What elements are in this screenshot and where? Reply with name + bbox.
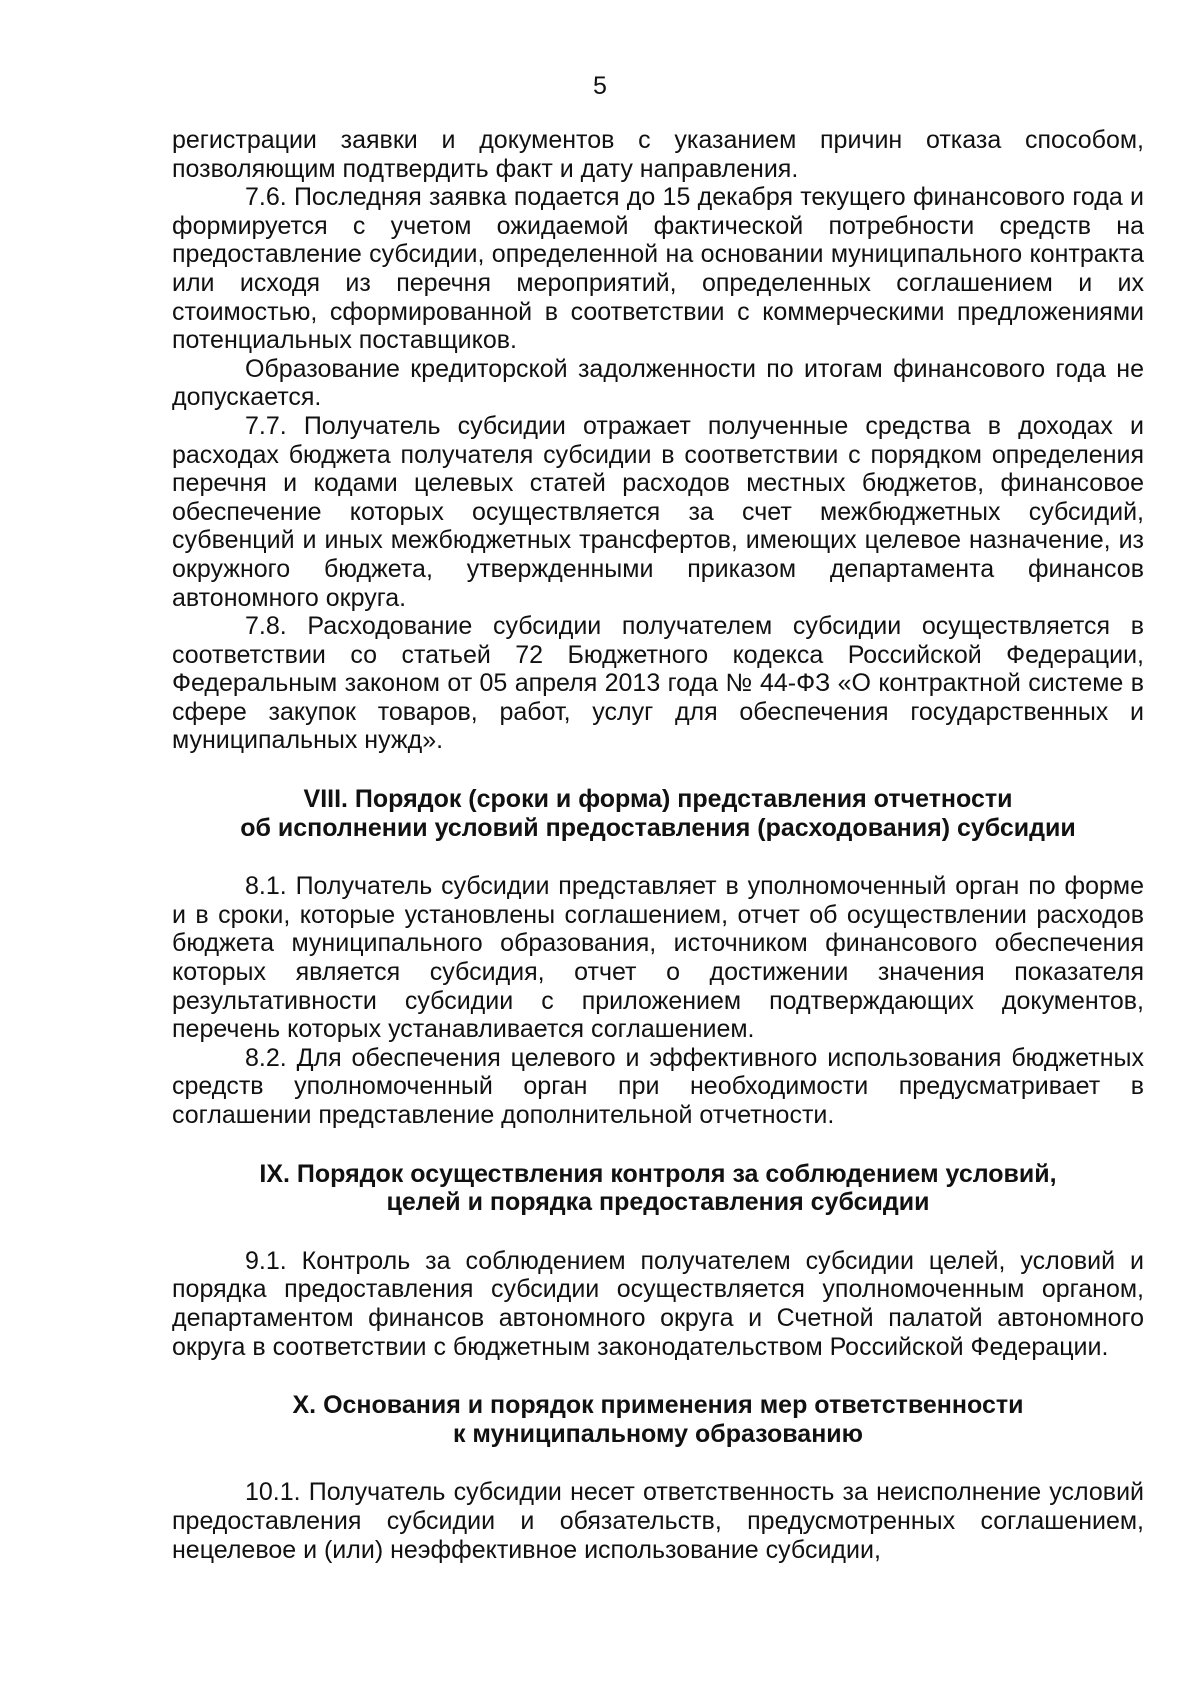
page-number: 5 <box>593 72 607 100</box>
paragraph-8-1: 8.1. Получатель субсидии представляет в уполномоченный орган по форме и в сроки, которые установлены соглашением, отчет об осуществлении расходов бюджета муниципального образования, источником финансового обеспечения которых является субсидия, отчет о достижении значения показателя результативности субсидии с приложением подтверждающих документов, перечень которых устанавливается соглашением. <box>172 872 1144 1044</box>
paragraph-9-1: 9.1. Контроль за соблюдением получателем субсидии целей, условий и порядка предоставления субсидии осуществляется уполномоченным органом, департаментом финансов автономного округа и Счетной палатой автономного округа в соответствии с бюджетным законодательством Российской Федерации. <box>172 1246 1144 1361</box>
spacer <box>172 1448 1144 1478</box>
spacer <box>172 755 1144 785</box>
paragraph-continuation: регистрации заявки и документов с указанием причин отказа способом, позволяющим подтвердить факт и дату направления. <box>172 126 1144 183</box>
spacer <box>172 842 1144 872</box>
section-9-heading-line-2: целей и порядка предоставления субсидии <box>386 1188 930 1217</box>
section-10-heading-line-2: к муниципальному образованию <box>452 1419 864 1448</box>
paragraph-7-7: 7.7. Получатель субсидии отражает полученные средства в доходах и расходах бюджета получателя субсидии в соответствии с порядком определения перечня и кодами целевых статей расходов местных бюджетов, финансовое обеспечение которых осуществляется за счет межбюджетных субсидий, субвенций и иных межбюджетных трансфертов, имеющих целевое назначение, из окружного бюджета, утвержденными приказом департамента финансов автономного округа. <box>172 411 1144 612</box>
paragraph-creditor-debt: Образование кредиторской задолженности по итогам финансового года не допускается. <box>172 354 1144 412</box>
section-9-heading <box>172 1160 1144 1217</box>
paragraph-7-8: 7.8. Расходование субсидии получателем субсидии осуществляется в соответствии со статьей 72 Бюджетного кодекса Российской Федерации, Федеральным законом от 05 апреля 2013 года № 44-ФЗ «О контрактной системе в сфере закупок товаров, работ, услуг для обеспечения государственных и муниципальных нужд». <box>172 612 1144 755</box>
spacer <box>172 1217 1144 1247</box>
section-8-heading <box>172 785 1144 842</box>
section-8-heading-line-1: VIII. Порядок (сроки и форма) представления отчетности <box>303 785 1013 814</box>
paragraph-8-2: 8.2. Для обеспечения целевого и эффективного использования бюджетных средств уполномоченный орган при необходимости предусматривает в соглашении представление дополнительной отчетности. <box>172 1043 1144 1129</box>
spacer <box>172 1361 1144 1391</box>
paragraph-7-6: 7.6. Последняя заявка подается до 15 декабря текущего финансового года и формируется с учетом ожидаемой фактической потребности средств на предоставление субсидии, определенной на основании муниципального контракта или исходя из перечня мероприятий, определенных соглашением и их стоимостью, сформированной в соответствии с коммерческими предложениями потенциальных поставщиков. <box>172 183 1144 355</box>
section-10-heading-line-1: X. Основания и порядок применения мер ответственности <box>292 1391 1024 1420</box>
section-10-heading <box>172 1391 1144 1448</box>
paragraph-10-1: 10.1. Получатель субсидии несет ответственность за неисполнение условий предоставления субсидии и обязательств, предусмотренных соглашением, нецелевое и (или) неэффективное использование субсидии, <box>172 1478 1144 1564</box>
document-body <box>172 126 1144 1564</box>
section-8-heading-line-2: об исполнении условий предоставления (расходования) субсидии <box>240 813 1076 842</box>
spacer <box>172 1130 1144 1160</box>
section-9-heading-line-1: IX. Порядок осуществления контроля за соблюдением условий, <box>259 1159 1057 1188</box>
